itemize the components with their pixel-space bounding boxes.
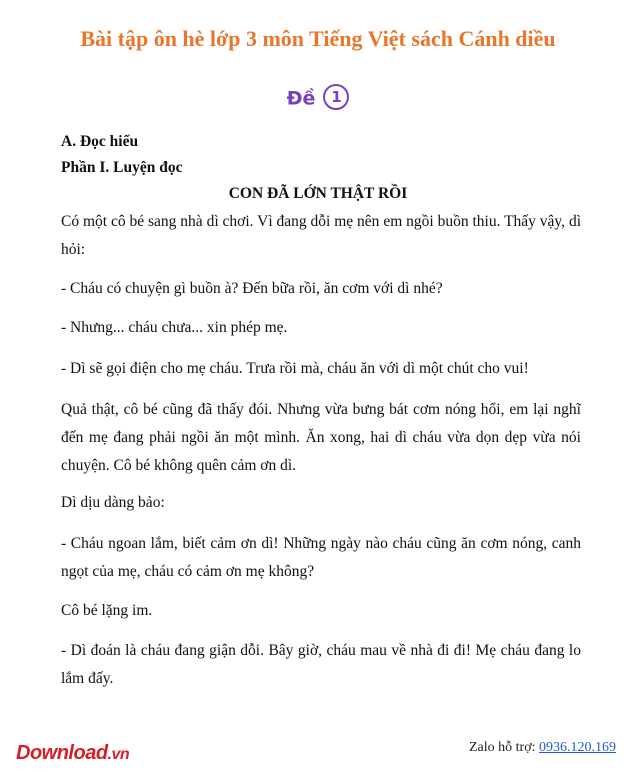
- paragraph: - Cháu có chuyện gì buồn à? Đến bữa rồi, ăn cơm với dì nhé?: [61, 280, 443, 297]
- part-1-heading: Phần I. Luyện đọc: [61, 159, 183, 176]
- paragraph: - Dì đoán là cháu đang giận dỗi. Bây giờ, cháu mau về nhà đi đi! Mẹ cháu đang lo lắm đấy.: [61, 642, 581, 687]
- paragraph: Có một cô bé sang nhà dì chơi. Vì đang dỗi mẹ nên em ngồi buồn thiu. Thấy vậy, dì hỏi:: [61, 213, 581, 258]
- download-logo[interactable]: [16, 742, 129, 765]
- logo-suffix: .vn: [107, 746, 130, 763]
- exam-label: Đề: [286, 87, 316, 110]
- paragraph: - Dì sẽ gọi điện cho mẹ cháu. Trưa rồi mà, cháu ăn với dì một chút cho vui!: [61, 360, 529, 377]
- paragraph: - Nhưng... cháu chưa... xin phép mẹ.: [61, 319, 288, 336]
- paragraph: - Cháu ngoan lắm, biết cảm ơn dì! Những ngày nào cháu cũng ăn cơm nóng, canh ngọt của mẹ, cháu có cảm ơn mẹ không?: [61, 535, 581, 580]
- zalo-support: [469, 740, 616, 756]
- story-title: CON ĐÃ LỚN THẬT RỒI: [228, 185, 408, 202]
- document-title: Bài tập ôn hè lớp 3 môn Tiếng Việt sách Cánh diều: [80, 26, 556, 51]
- exam-number-badge: 1: [323, 84, 349, 110]
- zalo-support-label: Zalo hỗ trợ:: [469, 740, 539, 755]
- exam-heading: [0, 86, 636, 112]
- paragraph: Quả thật, cô bé cũng đã thấy đói. Nhưng vừa bưng bát cơm nóng hổi, em lại nghĩ đến mẹ đang phải ngồi ăn một mình. Ăn xong, hai dì cháu vừa dọn dẹp vừa nói chuyện. Cô bé không quên cảm ơn dì.: [61, 401, 581, 474]
- logo-main: Download: [16, 742, 108, 764]
- section-a-heading: A. Đọc hiểu: [61, 133, 139, 150]
- paragraph: Dì dịu dàng bảo:: [61, 494, 165, 511]
- zalo-phone-link[interactable]: 0936.120.169: [539, 740, 616, 755]
- paragraph: Cô bé lặng im.: [61, 602, 153, 619]
